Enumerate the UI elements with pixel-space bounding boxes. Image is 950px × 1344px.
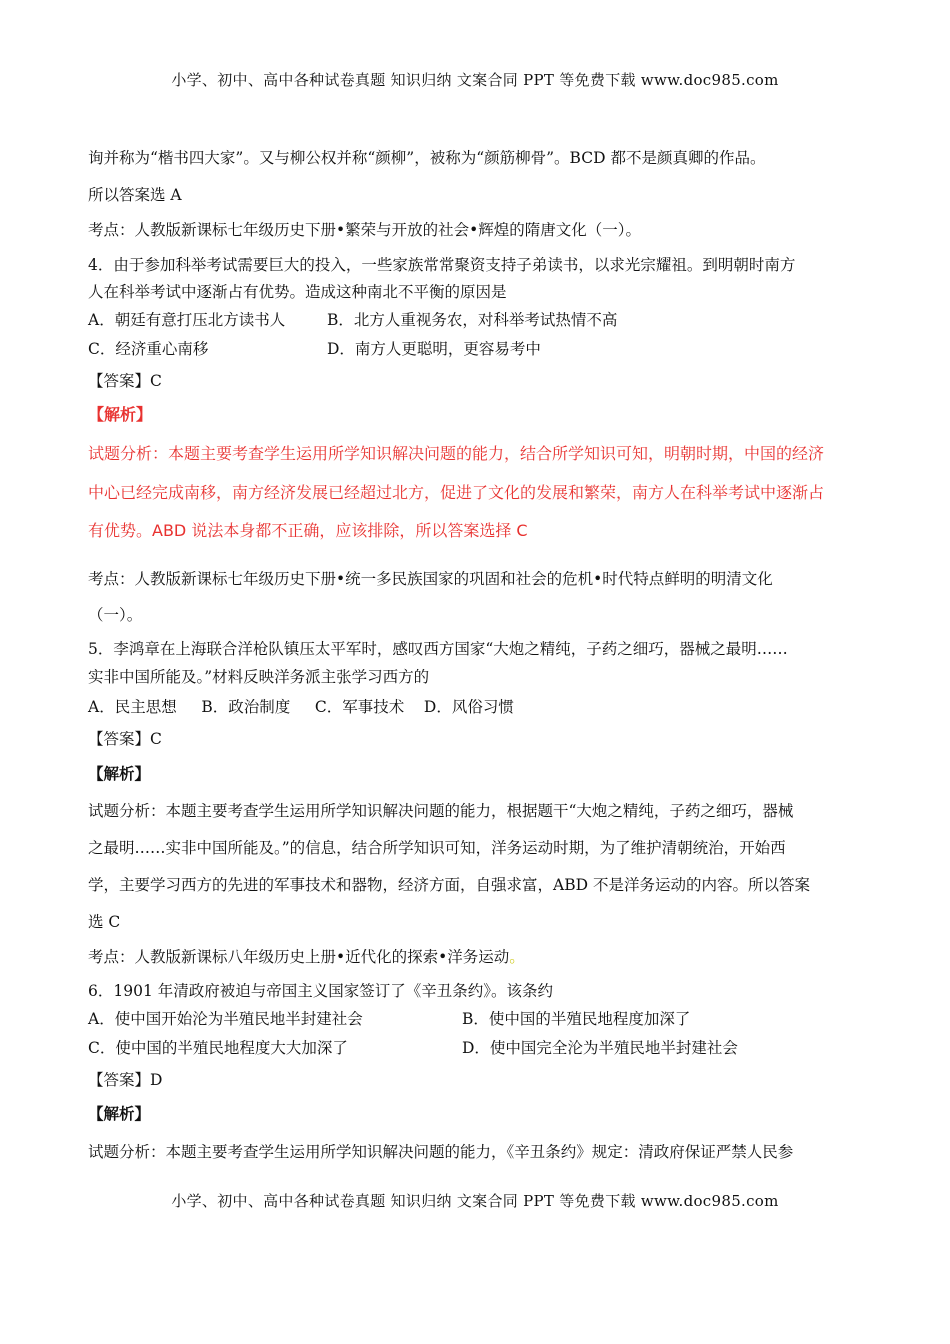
- q4-option-d: D．南方人更聪明，更容易考中: [327, 340, 541, 358]
- q5-analysis-heading: 【解析】: [88, 764, 151, 783]
- text-line: 考点：人教版新课标七年级历史下册•繁荣与开放的社会•辉煌的隋唐文化（一）。: [88, 221, 642, 239]
- text-line: 所以答案选 A: [88, 186, 182, 204]
- q4-option-a: A．朝廷有意打压北方读书人: [88, 311, 286, 329]
- q6-option-d: D．使中国完全沦为半殖民地半封建社会: [462, 1039, 738, 1057]
- page-header: 小学、初中、高中各种试卷真题 知识归纳 文案合同 PPT 等免费下载 www.doc985.com: [171, 71, 779, 89]
- q6-analysis-heading: 【解析】: [88, 1104, 151, 1123]
- question-4-stem: 4．由于参加科举考试需要巨大的投入，一些家族常常聚资支持子弟读书，以求光宗耀祖。到明朝时南方: [88, 256, 796, 274]
- q6-option-c: C．使中国的半殖民地程度大大加深了: [88, 1039, 348, 1057]
- q4-option-b: B．北方人重视务农，对科举考试热情不高: [327, 311, 618, 329]
- q4-kaodian: （一）。: [88, 606, 143, 624]
- q5-analysis-text: 学，主要学习西方的先进的军事技术和器物，经济方面，自强求富，ABD 不是洋务运动的内容。所以答案: [88, 876, 810, 894]
- q4-kaodian: 考点：人教版新课标七年级历史下册•统一多民族国家的巩固和社会的危机•时代特点鲜明的明清文化: [88, 570, 773, 588]
- q6-option-a: A．使中国开始沦为半殖民地半封建社会: [88, 1010, 363, 1028]
- q5-analysis-text: 之最明……实非中国所能及。”的信息，结合所学知识可知，洋务运动时期，为了维护清朝统治，开始西: [88, 839, 786, 857]
- question-5-stem: 5．李鸿章在上海联合洋枪队镇压太平军时，感叹西方国家“大炮之精纯，子药之细巧，器械之最明……: [88, 640, 788, 658]
- q4-analysis-heading: 【解析】: [88, 405, 153, 424]
- q5-kaodian-text: 考点：人教版新课标八年级历史上册•近代化的探索•洋务运动: [88, 948, 510, 966]
- question-6-stem: 6．1901 年清政府被迫与帝国主义国家签订了《辛丑条约》。该条约: [88, 982, 553, 1000]
- q5-options: A．民主思想 B．政治制度 C．军事技术 D．风俗习惯: [88, 698, 514, 716]
- q5-analysis-text: 选 C: [88, 913, 121, 931]
- text-line: 询并称为“楷书四大家”。又与柳公权并称“颜柳”，被称为“颜筋柳骨”。BCD 都不是颜真卿的作品。: [88, 149, 766, 167]
- q5-analysis-text: 试题分析：本题主要考查学生运用所学知识解决问题的能力，根据题干“大炮之精纯，子药之细巧，器械: [88, 802, 794, 820]
- q5-kaodian-tail: 。: [509, 948, 525, 966]
- question-4-stem: 人在科举考试中逐渐占有优势。造成这种南北不平衡的原因是: [88, 283, 507, 301]
- q4-analysis-text: 中心已经完成南移，南方经济发展已经超过北方，促进了文化的发展和繁荣，南方人在科举考试中逐渐占: [88, 483, 825, 502]
- q5-kaodian: [88, 946, 878, 968]
- q6-option-b: B．使中国的半殖民地程度加深了: [462, 1010, 691, 1028]
- q4-analysis-text: 试题分析：本题主要考查学生运用所学知识解决问题的能力，结合所学知识可知，明朝时期，中国的经济: [88, 444, 825, 463]
- q4-analysis-text: 有优势。ABD 说法本身都不正确，应该排除，所以答案选择 C: [88, 521, 528, 540]
- q4-option-c: C．经济重心南移: [88, 340, 209, 358]
- question-5-stem: 实非中国所能及。”材料反映洋务派主张学习西方的: [88, 668, 430, 686]
- q6-analysis-text: 试题分析：本题主要考查学生运用所学知识解决问题的能力，《辛丑条约》规定：清政府保证严禁人民参: [88, 1143, 794, 1161]
- page-footer: 小学、初中、高中各种试卷真题 知识归纳 文案合同 PPT 等免费下载 www.doc985.com: [171, 1192, 779, 1210]
- q4-answer: 【答案】C: [88, 372, 162, 390]
- q6-answer: 【答案】D: [88, 1071, 163, 1089]
- q5-answer: 【答案】C: [88, 730, 162, 748]
